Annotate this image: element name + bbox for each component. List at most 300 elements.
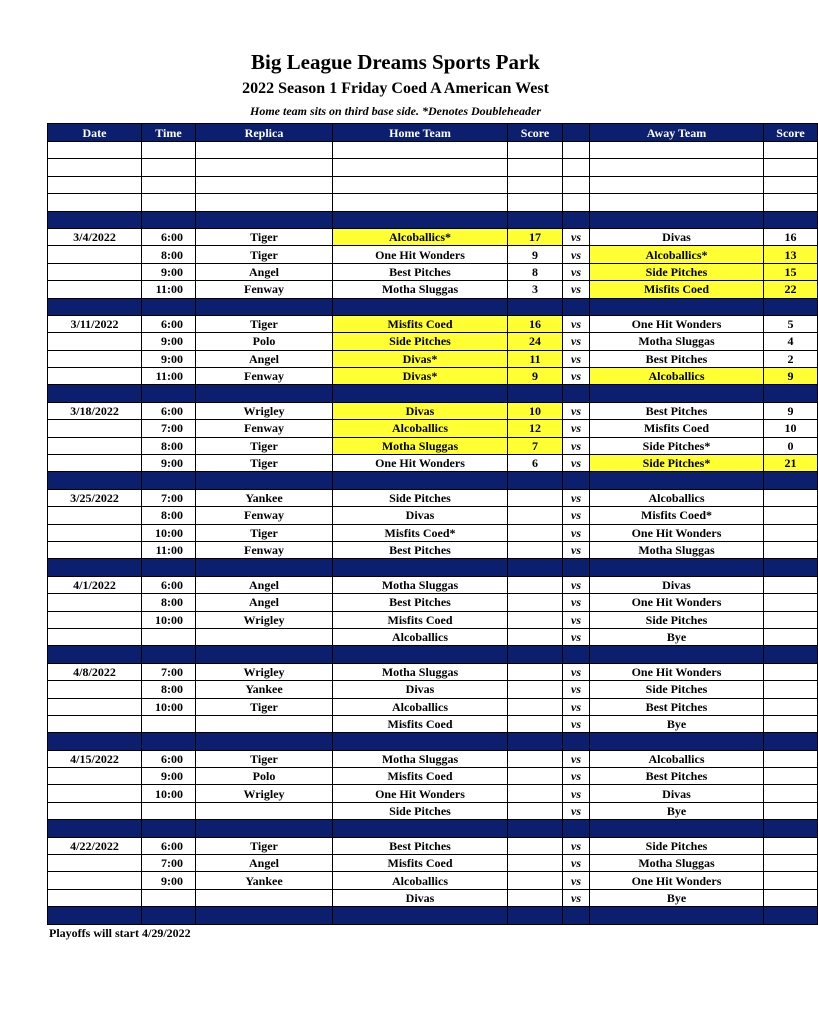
vs-label: vs xyxy=(563,802,590,819)
game-row xyxy=(48,350,818,367)
home-score: 10 xyxy=(508,402,563,419)
game-row xyxy=(48,263,818,280)
separator-cell xyxy=(508,298,563,315)
home-team: Misfits Coed* xyxy=(333,524,508,541)
vs-label: vs xyxy=(563,489,590,506)
game-row xyxy=(48,785,818,802)
separator-cell xyxy=(590,820,764,837)
away-team: Alcoballics xyxy=(590,489,764,506)
game-date xyxy=(48,281,142,298)
vs-label: vs xyxy=(563,681,590,698)
vs-label: vs xyxy=(563,785,590,802)
vs-label: vs xyxy=(563,855,590,872)
empty-cell xyxy=(196,176,333,193)
away-score xyxy=(764,715,818,732)
header-date: Date xyxy=(48,124,142,142)
game-row xyxy=(48,507,818,524)
schedule-table xyxy=(47,123,818,925)
game-replica xyxy=(196,802,333,819)
home-team: One Hit Wonders xyxy=(333,455,508,472)
game-row xyxy=(48,402,818,419)
empty-row xyxy=(48,159,818,176)
home-team: Misfits Coed xyxy=(333,611,508,628)
away-score xyxy=(764,802,818,819)
separator-cell xyxy=(333,907,508,924)
schedule-body xyxy=(48,142,818,925)
home-team: Motha Sluggas xyxy=(333,281,508,298)
separator-cell xyxy=(508,646,563,663)
away-team: One Hit Wonders xyxy=(590,663,764,680)
separator-cell xyxy=(196,820,333,837)
away-score xyxy=(764,507,818,524)
separator-cell xyxy=(48,472,142,489)
week-separator xyxy=(48,907,818,924)
game-time xyxy=(142,715,196,732)
home-score xyxy=(508,507,563,524)
vs-label: vs xyxy=(563,402,590,419)
home-team: Divas* xyxy=(333,350,508,367)
separator-cell xyxy=(196,211,333,228)
game-date xyxy=(48,698,142,715)
separator-cell xyxy=(142,385,196,402)
footer-note: Playoffs will start 4/29/2022 xyxy=(49,926,191,940)
vs-label: vs xyxy=(563,524,590,541)
separator-cell xyxy=(196,646,333,663)
week-separator xyxy=(48,646,818,663)
game-time: 6:00 xyxy=(142,576,196,593)
empty-cell xyxy=(333,142,508,159)
away-score xyxy=(764,489,818,506)
home-score xyxy=(508,802,563,819)
home-score: 9 xyxy=(508,368,563,385)
home-score xyxy=(508,681,563,698)
vs-label: vs xyxy=(563,315,590,332)
week-separator xyxy=(48,211,818,228)
away-team: Motha Sluggas xyxy=(590,333,764,350)
away-team: One Hit Wonders xyxy=(590,315,764,332)
away-team: Best Pitches xyxy=(590,350,764,367)
separator-cell xyxy=(508,385,563,402)
vs-label: vs xyxy=(563,420,590,437)
separator-cell xyxy=(333,385,508,402)
away-score xyxy=(764,837,818,854)
separator-cell xyxy=(333,472,508,489)
game-row xyxy=(48,855,818,872)
home-team: Motha Sluggas xyxy=(333,750,508,767)
game-time: 6:00 xyxy=(142,750,196,767)
away-team: Best Pitches xyxy=(590,698,764,715)
vs-label: vs xyxy=(563,628,590,645)
away-score: 0 xyxy=(764,437,818,454)
vs-label: vs xyxy=(563,576,590,593)
away-score xyxy=(764,750,818,767)
separator-cell xyxy=(508,907,563,924)
away-team: Divas xyxy=(590,576,764,593)
header-away-score: Score xyxy=(764,124,818,142)
empty-cell xyxy=(508,194,563,211)
separator-cell xyxy=(48,385,142,402)
game-time xyxy=(142,628,196,645)
vs-label: vs xyxy=(563,350,590,367)
separator-cell xyxy=(590,211,764,228)
game-time: 9:00 xyxy=(142,263,196,280)
away-team: Side Pitches xyxy=(590,263,764,280)
separator-cell xyxy=(142,733,196,750)
home-score xyxy=(508,489,563,506)
away-score xyxy=(764,889,818,906)
empty-cell xyxy=(563,159,590,176)
home-score xyxy=(508,715,563,732)
game-replica: Fenway xyxy=(196,281,333,298)
home-score: 12 xyxy=(508,420,563,437)
empty-cell xyxy=(196,159,333,176)
game-time: 6:00 xyxy=(142,315,196,332)
header-vs xyxy=(563,124,590,142)
away-team: Side Pitches xyxy=(590,837,764,854)
page-note: Home team sits on third base side. *Denotes Doubleheader xyxy=(250,104,541,118)
empty-cell xyxy=(508,142,563,159)
separator-cell xyxy=(333,211,508,228)
game-replica: Tiger xyxy=(196,750,333,767)
game-date xyxy=(48,611,142,628)
vs-label: vs xyxy=(563,611,590,628)
game-date xyxy=(48,681,142,698)
game-date: 4/22/2022 xyxy=(48,837,142,854)
vs-label: vs xyxy=(563,507,590,524)
vs-label: vs xyxy=(563,698,590,715)
home-team: Divas xyxy=(333,402,508,419)
home-team: Divas* xyxy=(333,368,508,385)
vs-label: vs xyxy=(563,246,590,263)
empty-cell xyxy=(142,194,196,211)
game-replica: Angel xyxy=(196,576,333,593)
game-row xyxy=(48,768,818,785)
game-row xyxy=(48,281,818,298)
vs-label: vs xyxy=(563,437,590,454)
header-replica: Replica xyxy=(196,124,333,142)
game-time: 7:00 xyxy=(142,420,196,437)
vs-label: vs xyxy=(563,750,590,767)
game-time: 9:00 xyxy=(142,872,196,889)
game-date xyxy=(48,594,142,611)
game-row xyxy=(48,368,818,385)
home-team: Best Pitches xyxy=(333,594,508,611)
separator-cell xyxy=(563,472,590,489)
game-replica xyxy=(196,889,333,906)
home-score: 3 xyxy=(508,281,563,298)
away-team: Alcoballics xyxy=(590,750,764,767)
empty-cell xyxy=(764,194,818,211)
away-score: 13 xyxy=(764,246,818,263)
home-score xyxy=(508,576,563,593)
empty-cell xyxy=(764,159,818,176)
separator-cell xyxy=(508,733,563,750)
vs-label: vs xyxy=(563,228,590,245)
away-team: Motha Sluggas xyxy=(590,541,764,558)
separator-cell xyxy=(142,298,196,315)
game-date xyxy=(48,785,142,802)
game-time xyxy=(142,802,196,819)
game-time: 8:00 xyxy=(142,681,196,698)
away-score: 4 xyxy=(764,333,818,350)
home-score: 16 xyxy=(508,315,563,332)
empty-row xyxy=(48,176,818,193)
game-row xyxy=(48,872,818,889)
away-score: 10 xyxy=(764,420,818,437)
away-score: 21 xyxy=(764,455,818,472)
empty-cell xyxy=(48,159,142,176)
home-score: 24 xyxy=(508,333,563,350)
vs-label: vs xyxy=(563,889,590,906)
game-replica: Wrigley xyxy=(196,402,333,419)
separator-cell xyxy=(508,211,563,228)
separator-cell xyxy=(590,559,764,576)
game-replica: Yankee xyxy=(196,872,333,889)
game-row xyxy=(48,889,818,906)
empty-cell xyxy=(196,194,333,211)
game-date xyxy=(48,524,142,541)
home-team: Side Pitches xyxy=(333,802,508,819)
home-score xyxy=(508,698,563,715)
week-separator xyxy=(48,733,818,750)
separator-cell xyxy=(196,733,333,750)
empty-cell xyxy=(764,142,818,159)
page-title: Big League Dreams Sports Park xyxy=(251,50,540,74)
game-row xyxy=(48,524,818,541)
away-score xyxy=(764,698,818,715)
vs-label: vs xyxy=(563,837,590,854)
game-date: 3/25/2022 xyxy=(48,489,142,506)
away-score: 15 xyxy=(764,263,818,280)
separator-cell xyxy=(764,907,818,924)
away-team: Side Pitches xyxy=(590,681,764,698)
game-replica: Fenway xyxy=(196,507,333,524)
separator-cell xyxy=(590,907,764,924)
game-row xyxy=(48,455,818,472)
home-team: Best Pitches xyxy=(333,263,508,280)
game-replica: Angel xyxy=(196,855,333,872)
game-replica: Tiger xyxy=(196,455,333,472)
away-score xyxy=(764,663,818,680)
game-time: 9:00 xyxy=(142,768,196,785)
home-score xyxy=(508,785,563,802)
game-replica: Tiger xyxy=(196,315,333,332)
away-score xyxy=(764,611,818,628)
vs-label: vs xyxy=(563,663,590,680)
away-score xyxy=(764,768,818,785)
home-score: 11 xyxy=(508,350,563,367)
away-team: Side Pitches* xyxy=(590,437,764,454)
empty-cell xyxy=(333,159,508,176)
week-separator xyxy=(48,298,818,315)
separator-cell xyxy=(333,646,508,663)
vs-label: vs xyxy=(563,768,590,785)
game-row xyxy=(48,228,818,245)
game-date xyxy=(48,872,142,889)
home-team: Best Pitches xyxy=(333,541,508,558)
separator-cell xyxy=(333,559,508,576)
away-team: Divas xyxy=(590,228,764,245)
away-score: 9 xyxy=(764,368,818,385)
home-team: Motha Sluggas xyxy=(333,437,508,454)
home-score xyxy=(508,524,563,541)
home-score: 9 xyxy=(508,246,563,263)
game-replica: Wrigley xyxy=(196,785,333,802)
empty-cell xyxy=(590,194,764,211)
game-time: 7:00 xyxy=(142,855,196,872)
game-row xyxy=(48,576,818,593)
empty-cell xyxy=(590,159,764,176)
week-separator xyxy=(48,472,818,489)
home-team: Misfits Coed xyxy=(333,768,508,785)
game-replica: Angel xyxy=(196,263,333,280)
game-time: 10:00 xyxy=(142,785,196,802)
separator-cell xyxy=(764,646,818,663)
vs-label: vs xyxy=(563,455,590,472)
empty-row xyxy=(48,142,818,159)
game-time: 11:00 xyxy=(142,281,196,298)
separator-cell xyxy=(764,385,818,402)
separator-cell xyxy=(563,211,590,228)
game-time: 8:00 xyxy=(142,594,196,611)
game-row xyxy=(48,681,818,698)
away-score: 5 xyxy=(764,315,818,332)
game-date xyxy=(48,455,142,472)
game-date xyxy=(48,420,142,437)
game-row xyxy=(48,628,818,645)
empty-cell xyxy=(563,142,590,159)
away-team: Divas xyxy=(590,785,764,802)
away-score xyxy=(764,524,818,541)
game-replica: Fenway xyxy=(196,541,333,558)
vs-label: vs xyxy=(563,715,590,732)
separator-cell xyxy=(48,211,142,228)
home-score xyxy=(508,855,563,872)
empty-cell xyxy=(590,176,764,193)
game-date xyxy=(48,437,142,454)
home-team: Alcoballics* xyxy=(333,228,508,245)
empty-cell xyxy=(563,176,590,193)
home-team: Alcoballics xyxy=(333,698,508,715)
away-team: Bye xyxy=(590,802,764,819)
home-score xyxy=(508,889,563,906)
game-date xyxy=(48,507,142,524)
away-score xyxy=(764,681,818,698)
home-score xyxy=(508,594,563,611)
home-team: Alcoballics xyxy=(333,420,508,437)
game-time: 11:00 xyxy=(142,368,196,385)
empty-row xyxy=(48,194,818,211)
game-time: 9:00 xyxy=(142,455,196,472)
separator-cell xyxy=(508,472,563,489)
game-replica: Fenway xyxy=(196,420,333,437)
game-row xyxy=(48,802,818,819)
home-score xyxy=(508,611,563,628)
game-row xyxy=(48,489,818,506)
game-date xyxy=(48,715,142,732)
separator-cell xyxy=(508,820,563,837)
away-score: 16 xyxy=(764,228,818,245)
separator-cell xyxy=(48,820,142,837)
game-date: 3/4/2022 xyxy=(48,228,142,245)
home-score xyxy=(508,628,563,645)
vs-label: vs xyxy=(563,281,590,298)
vs-label: vs xyxy=(563,541,590,558)
vs-label: vs xyxy=(563,872,590,889)
home-team: Divas xyxy=(333,681,508,698)
home-team: Misfits Coed xyxy=(333,315,508,332)
game-row xyxy=(48,750,818,767)
game-replica: Wrigley xyxy=(196,663,333,680)
away-team: One Hit Wonders xyxy=(590,872,764,889)
away-team: Motha Sluggas xyxy=(590,855,764,872)
game-time: 8:00 xyxy=(142,437,196,454)
game-date: 3/11/2022 xyxy=(48,315,142,332)
header-home-team: Home Team xyxy=(333,124,508,142)
away-team: Misfits Coed* xyxy=(590,507,764,524)
separator-cell xyxy=(142,907,196,924)
game-replica: Tiger xyxy=(196,837,333,854)
game-replica: Tiger xyxy=(196,698,333,715)
separator-cell xyxy=(563,820,590,837)
header-away-team: Away Team xyxy=(590,124,764,142)
empty-cell xyxy=(48,142,142,159)
separator-cell xyxy=(48,298,142,315)
home-score: 8 xyxy=(508,263,563,280)
header-time: Time xyxy=(142,124,196,142)
separator-cell xyxy=(563,646,590,663)
away-team: One Hit Wonders xyxy=(590,594,764,611)
home-team: One Hit Wonders xyxy=(333,246,508,263)
empty-cell xyxy=(508,176,563,193)
home-team: Side Pitches xyxy=(333,333,508,350)
separator-cell xyxy=(508,559,563,576)
separator-cell xyxy=(196,298,333,315)
home-team: Motha Sluggas xyxy=(333,663,508,680)
game-date xyxy=(48,350,142,367)
separator-cell xyxy=(196,385,333,402)
empty-cell xyxy=(142,176,196,193)
separator-cell xyxy=(333,298,508,315)
home-team: Motha Sluggas xyxy=(333,576,508,593)
game-time: 10:00 xyxy=(142,611,196,628)
game-row xyxy=(48,715,818,732)
separator-cell xyxy=(563,385,590,402)
away-team: Bye xyxy=(590,889,764,906)
separator-cell xyxy=(48,907,142,924)
game-time: 7:00 xyxy=(142,489,196,506)
separator-cell xyxy=(142,472,196,489)
game-time: 8:00 xyxy=(142,507,196,524)
game-row xyxy=(48,611,818,628)
separator-cell xyxy=(764,298,818,315)
game-row xyxy=(48,594,818,611)
away-team: Side Pitches xyxy=(590,611,764,628)
separator-cell xyxy=(48,559,142,576)
game-time: 6:00 xyxy=(142,837,196,854)
home-score: 17 xyxy=(508,228,563,245)
week-separator xyxy=(48,559,818,576)
away-team: Side Pitches* xyxy=(590,455,764,472)
home-score xyxy=(508,837,563,854)
game-replica: Angel xyxy=(196,350,333,367)
game-time: 6:00 xyxy=(142,402,196,419)
away-score xyxy=(764,541,818,558)
game-replica: Tiger xyxy=(196,246,333,263)
home-score: 7 xyxy=(508,437,563,454)
game-replica: Yankee xyxy=(196,681,333,698)
separator-cell xyxy=(142,646,196,663)
